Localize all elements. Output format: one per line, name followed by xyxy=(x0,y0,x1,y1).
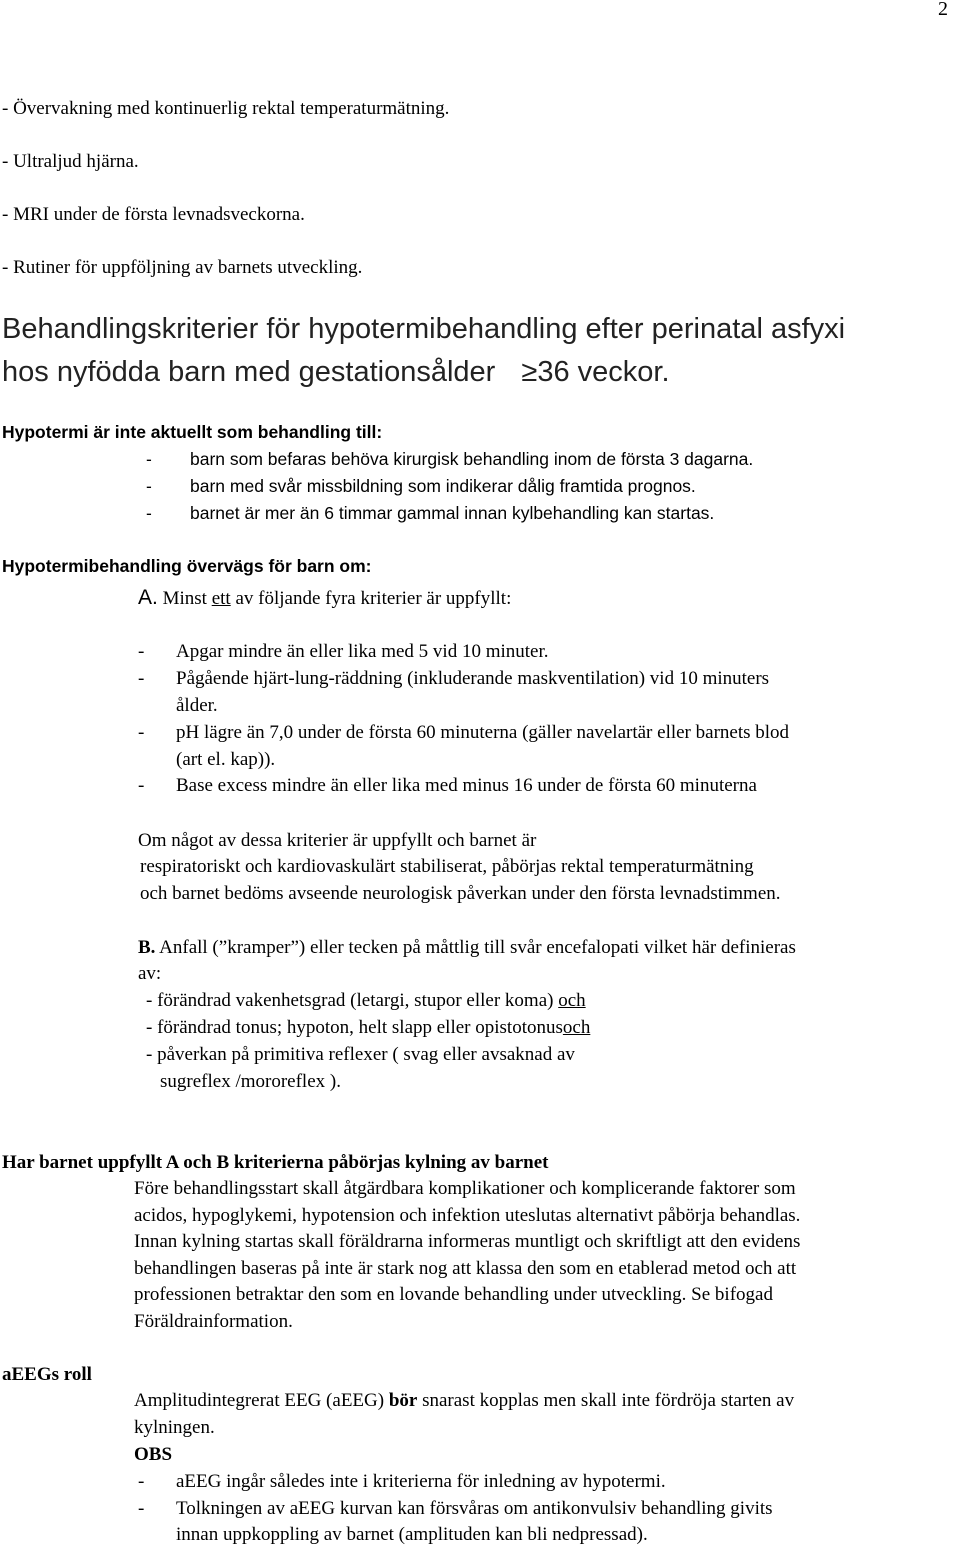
list-item: - Rutiner för uppföljning av barnets utveckling. xyxy=(2,257,363,278)
criteria-item-cont: ålder. xyxy=(176,695,218,716)
list-item: - MRI under de första levnadsveckorna. xyxy=(2,204,305,225)
list-item: - Ultraljud hjärna. xyxy=(2,151,139,172)
section-heading: Hypotermibehandling övervägs för barn om: xyxy=(2,556,372,576)
paragraph-line: Innan kylning startas skall föräldrarna informeras muntligt och skriftligt att den evidens xyxy=(134,1231,801,1252)
list-item: - aEEG ingår således inte i kriterierna för inledning av hypotermi. xyxy=(138,1471,666,1492)
ge-symbol: ≥ xyxy=(521,356,538,388)
paragraph-line: Om något av dessa kriterier är uppfyllt och barnet är xyxy=(138,830,537,851)
criteria-item: - Base excess mindre än eller lika med minus 16 under de första 60 minuterna xyxy=(138,775,757,796)
list-item-cont: innan uppkoppling av barnet (amplituden kan bli nedpressad). xyxy=(176,1524,648,1545)
page-title: Behandlingskriterier för hypotermibehandling efter perinatal asfyxi xyxy=(2,313,846,345)
criteria-item: - Apgar mindre än eller lika med 5 vid 10 minuter. xyxy=(138,641,549,662)
criteria-item: - pH lägre än 7,0 under de första 60 minuterna (gäller navelartär eller barnets blod xyxy=(138,722,790,743)
criteria-item: - Pågående hjärt-lung-räddning (inkluderande maskventilation) vid 10 minuters xyxy=(138,668,770,689)
paragraph-line: professionen betraktar den som en lovande behandling under utveckling. Se bifogad xyxy=(134,1284,773,1305)
list-item: - barnet är mer än 6 timmar gammal innan kylbehandling kan startas. xyxy=(146,503,715,523)
list-item: - Övervakning med kontinuerlig rektal temperaturmätning. xyxy=(2,98,450,119)
section-heading: Hypotermi är inte aktuellt som behandling till: xyxy=(2,422,383,442)
obs-label: OBS xyxy=(134,1444,173,1465)
criteria-item-cont: (art el. kap)). xyxy=(176,749,276,770)
criteria-a-intro: A. Minst ett av följande fyra kriterier är uppfyllt: xyxy=(138,586,512,609)
criteria-item-cont: sugreflex /mororeflex ). xyxy=(160,1071,341,1092)
page-subtitle xyxy=(2,356,670,389)
list-item: - Tolkningen av aEEG kurvan kan försvåras om antikonvulsiv behandling givits xyxy=(138,1498,773,1519)
criteria-item: - förändrad vakenhetsgrad (letargi, stupor eller koma) och xyxy=(146,990,586,1011)
subtitle-weeks: 36 veckor. xyxy=(537,356,670,388)
paragraph-line: av: xyxy=(138,963,162,984)
paragraph-line: acidos, hypoglykemi, hypotension och infektion uteslutas alternativt påbörja behandlas. xyxy=(134,1205,801,1226)
criteria-item: - påverkan på primitiva reflexer ( svag eller avsaknad av xyxy=(146,1044,575,1065)
criteria-b-intro: B. Anfall (”kramper”) eller tecken på måttlig till svår encefalopati vilket här definieras xyxy=(138,937,796,958)
section-heading: Har barnet uppfyllt A och B kriterierna påbörjas kylning av barnet xyxy=(2,1152,549,1173)
subtitle-text: hos nyfödda barn med gestationsålder xyxy=(2,356,496,388)
paragraph-line: Före behandlingsstart skall åtgärdbara komplikationer och komplicerande faktorer som xyxy=(134,1178,796,1199)
paragraph-line: och barnet bedöms avseende neurologisk påverkan under den första levnadstimmen. xyxy=(140,883,781,904)
paragraph-line: Amplitudintegrerat EEG (aEEG) bör snarast kopplas men skall inte fördröja starten av xyxy=(134,1390,795,1411)
paragraph-line: respiratoriskt och kardiovaskulärt stabiliserat, påbörjas rektal temperaturmätning xyxy=(140,856,754,877)
page-number: 2 xyxy=(938,0,948,20)
section-heading: aEEGs roll xyxy=(2,1364,92,1385)
criteria-item: - förändrad tonus; hypoton, helt slapp eller opistotonusoch xyxy=(146,1017,591,1038)
list-item: - barn som befaras behöva kirurgisk behandling inom de första 3 dagarna. xyxy=(146,449,754,469)
list-item: - barn med svår missbildning som indikerar dålig framtida prognos. xyxy=(146,476,696,496)
paragraph-line: behandlingen baseras på inte är stark nog att klassa den som en etablerad metod och att xyxy=(134,1258,797,1279)
paragraph-line: Föräldrainformation. xyxy=(134,1311,293,1332)
paragraph-line: kylningen. xyxy=(134,1417,215,1438)
